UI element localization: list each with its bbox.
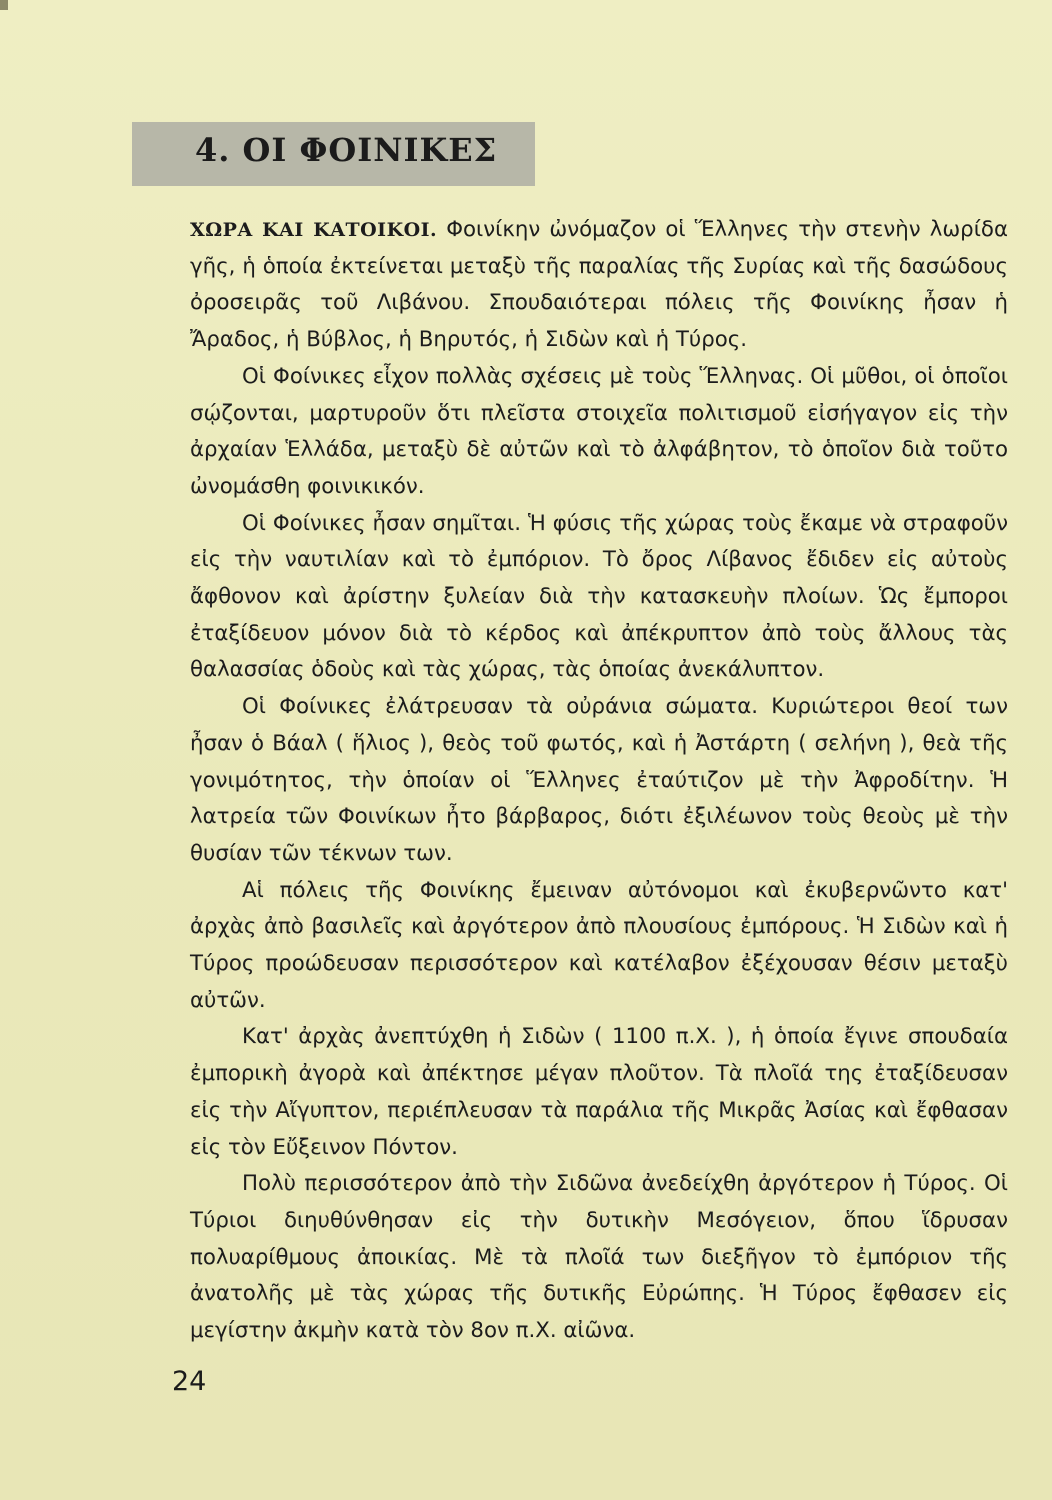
- paragraph-3: Οἱ Φοίνικες ἦσαν σημῖται. Ἡ φύσις τῆς χώρας τοὺς ἔκαμε νὰ στραφοῦν εἰς τὴν ναυτιλίαν καὶ τὸ ἐμπόριον. Τὸ ὄρος Λίβανος ἔδιδεν εἰς αὐτοὺς ἄφθονον καὶ ἀρίστην ξυλείαν διὰ τὴν κατασκευὴν πλοίων. Ὡς ἔμποροι ἐταξίδευον μόνον διὰ τὸ κέρδος καὶ ἀπέκρυπτον ἀπὸ τοὺς ἄλλους τὰς θαλασσίας ὁδοὺς καὶ τὰς χώρας, τὰς ὁποίας ἀνεκάλυπτον.: [190, 510, 1008, 683]
- paragraph-5: Αἱ πόλεις τῆς Φοινίκης ἔμειναν αὐτόνομοι καὶ ἐκυβερνῶντο κατ' ἀρχὰς ἀπὸ βασιλεῖς καὶ ἀργότερον ἀπὸ πλουσίους ἐμπόρους. Ἡ Σιδὼν καὶ ἡ Τύρος προώδευσαν περισσότερον καὶ κατέλαβον ἐξέχουσαν θέσιν μεταξὺ αὐτῶν.: [190, 877, 1008, 1013]
- section-heading: 4. ΟΙ ΦΟΙΝΙΚΕΣ: [195, 131, 498, 169]
- paragraph-6: Κατ' ἀρχὰς ἀνεπτύχθη ἡ Σιδὼν ( 1100 π.Χ. ), ἡ ὁποία ἔγινε σπουδαία ἐμπορικὴ ἀγορὰ καὶ ἀπέκτησε μέγαν πλοῦτον. Τὰ πλοῖά της ἐταξίδευσαν εἰς τὴν Αἴγυπτον, περιέπλευσαν τὰ παράλια τῆς Μικρᾶς Ἀσίας καὶ ἔφθασαν εἰς τὸν Εὔξεινον Πόντον.: [190, 1024, 1008, 1160]
- paragraph-1-text: Φοινίκην ὠνόμαζον οἱ Ἕλληνες τὴν στενὴν λωρίδα γῆς, ἡ ὁποία ἐκτείνεται μεταξὺ τῆς παραλίας τῆς Συρίας καὶ τῆς δασώδους ὀροσειρᾶς τοῦ Λιβάνου. Σπουδαιότεραι πόλεις τῆς Φοινίκης ἦσαν ἡ Ἄραδος, ἡ Βύβλος, ἡ Βηρυτός, ἡ Σιδὼν καὶ ἡ Τύρος.: [190, 217, 1008, 353]
- paragraph-2: Οἱ Φοίνικες εἶχον πολλὰς σχέσεις μὲ τοὺς Ἕλληνας. Οἱ μῦθοι, οἱ ὁποῖοι σῴζονται, μαρτυροῦν ὅτι πλεῖστα στοιχεῖα πολιτισμοῦ εἰσήγαγον εἰς τὴν ἀρχαίαν Ἑλλάδα, μεταξὺ δὲ αὐτῶν καὶ τὸ ἀλφάβητον, τὸ ὁποῖον διὰ τοῦτο ὠνομάσθη φοινικικόν.: [190, 363, 1008, 499]
- lead-label: ΧΩΡΑ ΚΑΙ ΚΑΤΟΙΚΟΙ.: [190, 219, 438, 241]
- paragraph-1: [190, 212, 1008, 359]
- paragraph-7: Πολὺ περισσότερον ἀπὸ τὴν Σιδῶνα ἀνεδείχθη ἀργότερον ἡ Τύρος. Οἱ Τύριοι διηυθύνθησαν εἰς τὴν δυτικὴν Μεσόγειον, ὅπου ἵδρυσαν πολυαρίθμους ἀποικίας. Μὲ τὰ πλοῖά των διεξῆγον τὸ ἐμπόριον τῆς ἀνατολῆς μὲ τὰς χώρας τῆς δυτικῆς Εὐρώπης. Ἡ Τύρος ἔφθασεν εἰς μεγίστην ἀκμὴν κατὰ τὸν 8ον π.Χ. αἰῶνα.: [190, 1171, 1008, 1344]
- page-number: 24: [172, 1366, 207, 1397]
- body-text: [190, 212, 1008, 1350]
- paragraph-4: Οἱ Φοίνικες ἐλάτρευσαν τὰ οὐράνια σώματα. Κυριώτεροι θεοί των ἦσαν ὁ Βάαλ ( ἥλιος ), θεὸς τοῦ φωτός, καὶ ἡ Ἀστάρτη ( σελήνη ), θεὰ τῆς γονιμότητος, τὴν ὁποίαν οἱ Ἕλληνες ἐταύτιζον μὲ τὴν Ἀφροδίτην. Ἡ λατρεία τῶν Φοινίκων ἦτο βάρβαρος, διότι ἐξιλέωνον τοὺς θεοὺς μὲ τὴν θυσίαν τῶν τέκνων των.: [190, 694, 1008, 866]
- scan-corner-mark: [0, 0, 8, 10]
